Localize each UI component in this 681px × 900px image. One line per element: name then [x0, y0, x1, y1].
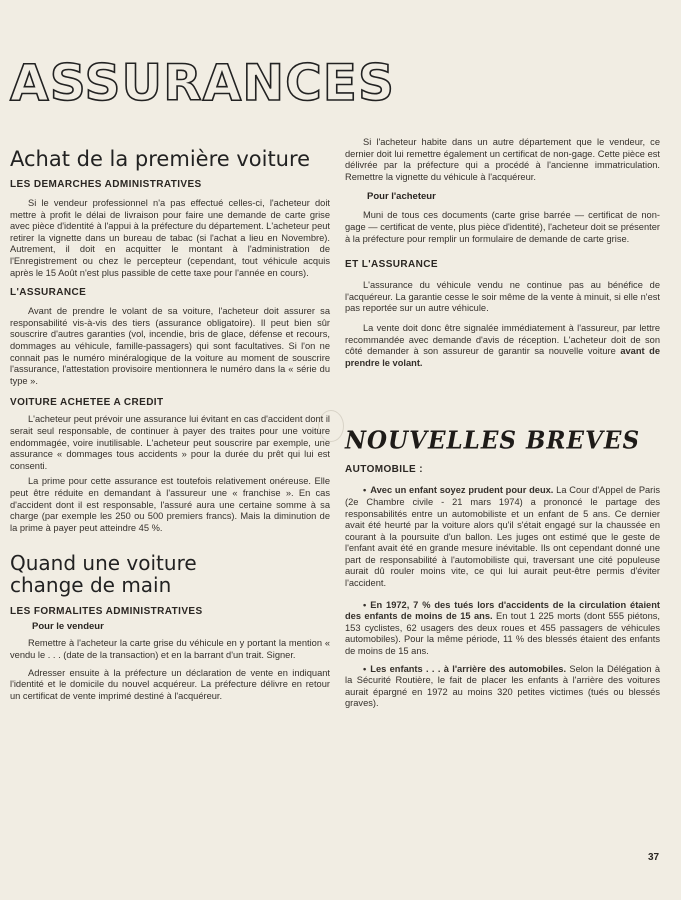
paragraph: Si l'acheteur habite dans un autre département que le vendeur, ce dernier doit lui remettre également un certificat de non-gage. Cette pièce est délivrée par la préfecture qui a procédé à l'ancienne immatriculation. Remettre la vignette du véhicule à l'acquéreur. [345, 137, 660, 182]
news-lead: • Avec un enfant soyez prudent pour deux. [363, 485, 553, 495]
paragraph: La prime pour cette assurance est toutefois relativement onéreuse. Elle peut être réduite en demandant à l'assureur une « franchise ». En cas d'accident dont il est responsable, l'assuré aura une certaine somme à sa charge (par exemple les 250 ou 500 premiers francs). Mais la diminution de la prime à payer peut atteindre 45 %. [10, 476, 330, 533]
section-credit: VOITURE ACHETEE A CREDIT [10, 397, 164, 409]
nouvelles-breves-title: NOUVELLES BREVES [345, 426, 641, 455]
news-lead: • En 1972, 7 % des tués lors d'accidents de la circulation étaient des enfants de moins de 15 ans. [345, 600, 660, 622]
library-stamp [318, 410, 344, 442]
left-column [10, 148, 330, 702]
page-number: 37 [648, 852, 660, 863]
bold-text: avant de prendre le volant. [345, 346, 660, 368]
section-et-assurance: ET L'ASSURANCE [345, 259, 438, 271]
section-automobile: AUTOMOBILE : [345, 464, 423, 476]
text-span: La vente doit donc être signalée immédiatement à l'assureur, par lettre recommandée avec demande d'avis de réception. L'acheteur doit de son côté demander à son assureur de garantir sa nouvelle voiture [345, 322, 660, 357]
paragraph: L'acheteur peut prévoir une assurance lui évitant en cas d'accident dont il serait seul responsable, de continuer à payer des traites pour une voiture endommagée, voire inutilisable. L'acheteur peut souscrire par exemple, une assurance « dommages tous accidents » pour la durée du prêt qui lui est consenti. [10, 414, 330, 471]
news-item [345, 664, 660, 710]
section-demarches: LES DEMARCHES ADMINISTRATIVES [10, 179, 202, 191]
paragraph: L'assurance du véhicule vendu ne continue pas au bénéfice de l'acquéreur. La garantie cesse le soir même de la vente à minuit, si elle n'est pas reportée sur un autre véhicule. [345, 280, 660, 314]
masthead-title: ASSURANCES [10, 54, 395, 112]
news-text: En tout 1 225 morts (dont 555 piétons, 153 cyclistes, 62 usagers des deux roues et 455 passagers de véhicules automobiles). Pour la même période, 11 % des blessés étaient des enfants de moins de 15 ans. [345, 611, 661, 657]
news-text: Selon la Délégation à la Sécurité Routière, le fait de placer les enfants à l'arrière des voitures aurait épargné en 1972 au moins 320 petites victimes (tués ou blessés graves). [345, 663, 660, 709]
subheading-vendeur: Pour le vendeur [32, 621, 104, 633]
heading-achat: Achat de la première voiture [10, 147, 311, 171]
section-assurance: L'ASSURANCE [10, 287, 87, 299]
paragraph: Muni de tous ces documents (carte grise barrée — certificat de non-gage — certificat de vente, plus pièce d'identité), l'acheteur doit se présenter à la préfecture pour remplir un formulaire de demande de carte grise. [345, 210, 660, 244]
news-lead: • Les enfants . . . à l'arrière des automobiles. [363, 664, 566, 674]
news-item [345, 485, 660, 589]
paragraph [345, 323, 660, 369]
right-column [345, 137, 660, 710]
paragraph: Si le vendeur professionnel n'a pas effectué celles-ci, l'acheteur doit mettre à profit le délai de livraison pour faire une demande de carte grise avec pièce d'identité à l'appui à la préfecture du département. L'acheteur peut retirer la vignette dans un bureau de tabac (si l'achat a lieu en Novembre). Autrement, il doit en acquitter le montant à l'administration de l'Enregistrement ou chez le percepteur (cependant, tout véhicule acquis après le 15 Août n'est plus passible de cette taxe pour l'année en cours). [10, 198, 330, 278]
subheading-acheteur: Pour l'acheteur [367, 191, 436, 203]
news-text: La Cour d'Appel de Paris (2e Chambre civile - 21 mars 1974) a prononcé le partage des responsabilités entre un automobiliste et un enfant de 5 ans. Ce dernier avait été heurté par la voiture alors qu'il s'était engagé sur la chaussée en courant à la poursuite d'un ballon. Les juges ont estimé que le geste de l'enfant avait été en grande mesure inévitable. Ils ont cependant donné une part de responsabilité à l'automobiliste qui, traversant une cité populeuse aurait dû rouler moins vite, ce qui lui aurait peut-être permis d'éviter l'accident. [345, 485, 660, 589]
paragraph: Remettre à l'acheteur la carte grise du véhicule en y portant la mention « vendu le . . . (date de la transaction) et en la barrant d'un trait. Signer. [10, 638, 330, 660]
section-formalites: LES FORMALITES ADMINISTRATIVES [10, 606, 203, 618]
news-item [345, 600, 660, 658]
paragraph: Avant de prendre le volant de sa voiture, l'acheteur doit assurer sa responsabilité vis-à-vis des tiers (assurance obligatoire). Il peut bien sûr souscrire d'autres garanties (vol, incendie, bris de glace, défense et recours, dommages au véhicule, famille-passagers) qui sont facultatives. Si l'on ne connait pas le numéro minéralogique de la voiture au moment de souscrire l'assurance, l'attestation provisoire mentionnera le numéro dans la « série du type ». [10, 306, 330, 386]
paragraph: Adresser ensuite à la préfecture un déclaration de vente en indiquant l'identité et le domicile du nouvel acquéreur. La préfecture délivre en retour un certificat de vente imprimé destiné à l'acquéreur. [10, 667, 330, 701]
heading-changement: Quand une voiture change de main [10, 551, 197, 598]
